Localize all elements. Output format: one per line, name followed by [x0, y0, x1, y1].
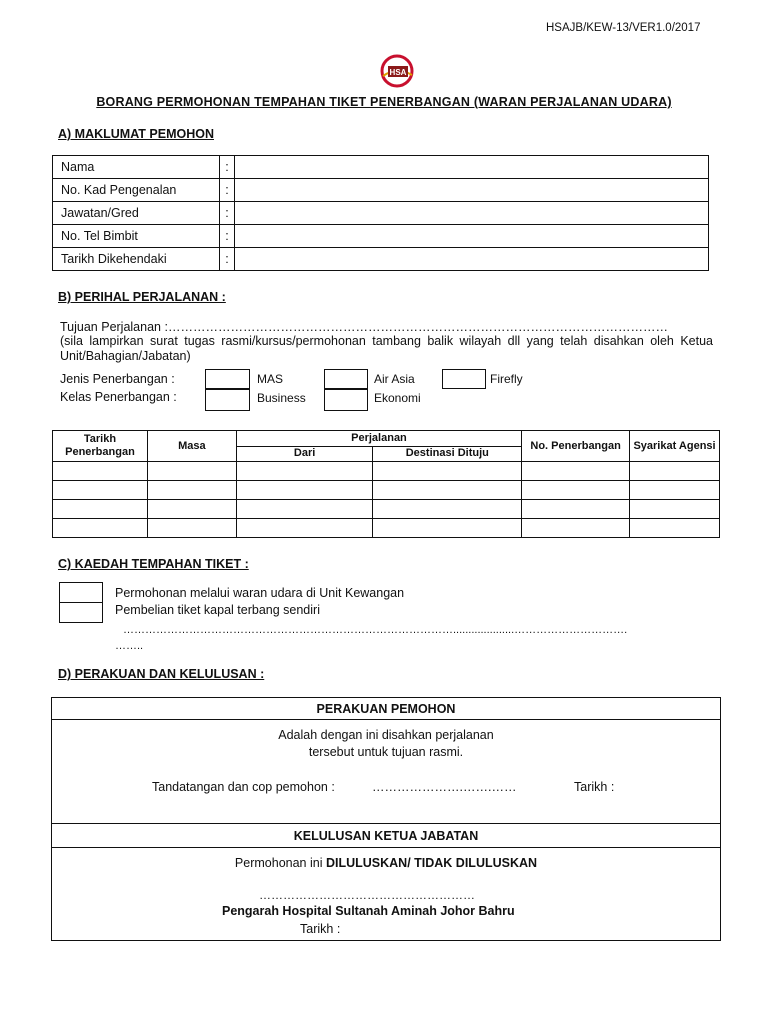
hospital-logo [374, 54, 420, 88]
section-d-heading: D) PERAKUAN DAN KELULUSAN : [58, 667, 265, 681]
col-perjalanan: Perjalanan [236, 431, 521, 447]
table-row [52, 720, 721, 824]
logo-text: HSA [389, 68, 407, 77]
nama-input[interactable] [235, 156, 709, 179]
col-syarikat-agensi: Syarikat Agensi [630, 431, 720, 462]
table-row [53, 500, 720, 519]
field-label-tel: No. Tel Bimbit [53, 225, 220, 248]
table-row [53, 519, 720, 538]
airasia-label: Air Asia [374, 372, 415, 386]
table-row [53, 202, 709, 225]
perakuan-line-1: Adalah dengan ini disahkan perjalanan [278, 728, 494, 742]
table-row [53, 462, 720, 481]
field-label-ic: No. Kad Pengenalan [53, 179, 220, 202]
perakuan-pemohon-title: PERAKUAN PEMOHON [52, 698, 721, 720]
field-colon: : [220, 202, 235, 225]
flight-details-table [52, 430, 720, 538]
tujuan-label: Tujuan Perjalanan : [60, 320, 168, 334]
table-row [53, 156, 709, 179]
tel-input[interactable] [235, 225, 709, 248]
option-beli-sendiri: Pembelian tiket kapal terbang sendiri [115, 603, 320, 617]
business-checkbox[interactable] [205, 389, 250, 411]
firefly-label: Firefly [490, 372, 523, 386]
jenis-label: Jenis Penerbangan : [60, 372, 175, 386]
table-row [52, 698, 721, 720]
field-label-jawatan: Jawatan/Gred [53, 202, 220, 225]
tujuan-dots-input[interactable]: ………………………………………………………………………………………………………… [167, 320, 668, 334]
other-dots-line-2[interactable]: …….. [115, 640, 144, 652]
table-row [52, 824, 721, 848]
status-prefix: Permohonan ini [234, 856, 326, 870]
tarikh-pengarah-label: Tarikh : [300, 922, 341, 936]
col-dari: Dari [236, 446, 373, 462]
mas-checkbox[interactable] [205, 369, 250, 389]
field-colon: : [220, 179, 235, 202]
section-c-heading: C) KAEDAH TEMPAHAN TIKET : [58, 557, 249, 571]
tandatangan-label: Tandatangan dan cop pemohon : [152, 780, 335, 794]
col-tarikh-penerbangan: Tarikh Penerbangan [53, 431, 148, 462]
field-colon: : [220, 225, 235, 248]
field-colon: : [220, 156, 235, 179]
table-row [53, 248, 709, 271]
section-b-heading: B) PERIHAL PERJALANAN : [58, 290, 226, 304]
kelulusan-body [52, 848, 721, 941]
pengarah-title: Pengarah Hospital Sultanah Aminah Johor Bahru [222, 904, 515, 918]
ic-input[interactable] [235, 179, 709, 202]
ekonomi-label: Ekonomi [374, 391, 421, 405]
table-row [52, 848, 721, 941]
option-waran-udara: Permohonan melalui waran udara di Unit Kewangan [115, 586, 405, 600]
business-label: Business [257, 391, 306, 405]
jawatan-input[interactable] [235, 202, 709, 225]
firefly-checkbox[interactable] [442, 369, 486, 389]
col-destinasi: Destinasi Dituju [373, 446, 522, 462]
kelulusan-title: KELULUSAN KETUA JABATAN [52, 824, 721, 848]
kelas-label: Kelas Penerbangan : [60, 390, 177, 404]
ekonomi-checkbox[interactable] [324, 389, 368, 411]
field-label-tarikh: Tarikh Dikehendaki [53, 248, 220, 271]
tarikh-input[interactable] [235, 248, 709, 271]
col-masa: Masa [147, 431, 236, 462]
perakuan-pemohon-body [52, 720, 721, 824]
status-options[interactable]: DILULUSKAN/ TIDAK DILULUSKAN [325, 856, 538, 870]
airasia-checkbox[interactable] [324, 369, 368, 389]
section-a-heading: A) MAKLUMAT PEMOHON [58, 127, 214, 141]
tandatangan-dots[interactable]: ………………….…….…… [372, 780, 517, 794]
tarikh-pemohon-label: Tarikh : [574, 780, 615, 794]
status-line [52, 856, 720, 870]
document-reference-code: HSAJB/KEW-13/VER1.0/2017 [546, 22, 701, 34]
waran-udara-checkbox[interactable] [59, 582, 103, 603]
table-row [53, 179, 709, 202]
table-row [53, 481, 720, 500]
col-no-penerbangan: No. Penerbangan [522, 431, 630, 462]
pengarah-sign-dots[interactable]: ……………………………………………… [259, 888, 475, 902]
field-label-nama: Nama [53, 156, 220, 179]
beli-sendiri-checkbox[interactable] [59, 602, 103, 623]
mas-label: MAS [257, 372, 284, 386]
approval-table [51, 697, 721, 941]
table-row [53, 225, 709, 248]
tujuan-line [60, 320, 668, 334]
perakuan-line-2: tersebut untuk tujuan rasmi. [308, 745, 464, 759]
field-colon: : [220, 248, 235, 271]
table-header-row [53, 431, 720, 447]
applicant-info-table [52, 155, 709, 271]
tujuan-note: (sila lampirkan surat tugas rasmi/kursus/permohonan tambang balik wilayah dll yang telah disahkan oleh Ketua Unit/Bahagian/Jabatan) [60, 334, 713, 363]
other-dots-line[interactable]: ………………………………………………………………………………....................…………………………. [123, 624, 628, 636]
form-title: BORANG PERMOHONAN TEMPAHAN TIKET PENERBANGAN (WARAN PERJALANAN UDARA) [96, 95, 672, 109]
